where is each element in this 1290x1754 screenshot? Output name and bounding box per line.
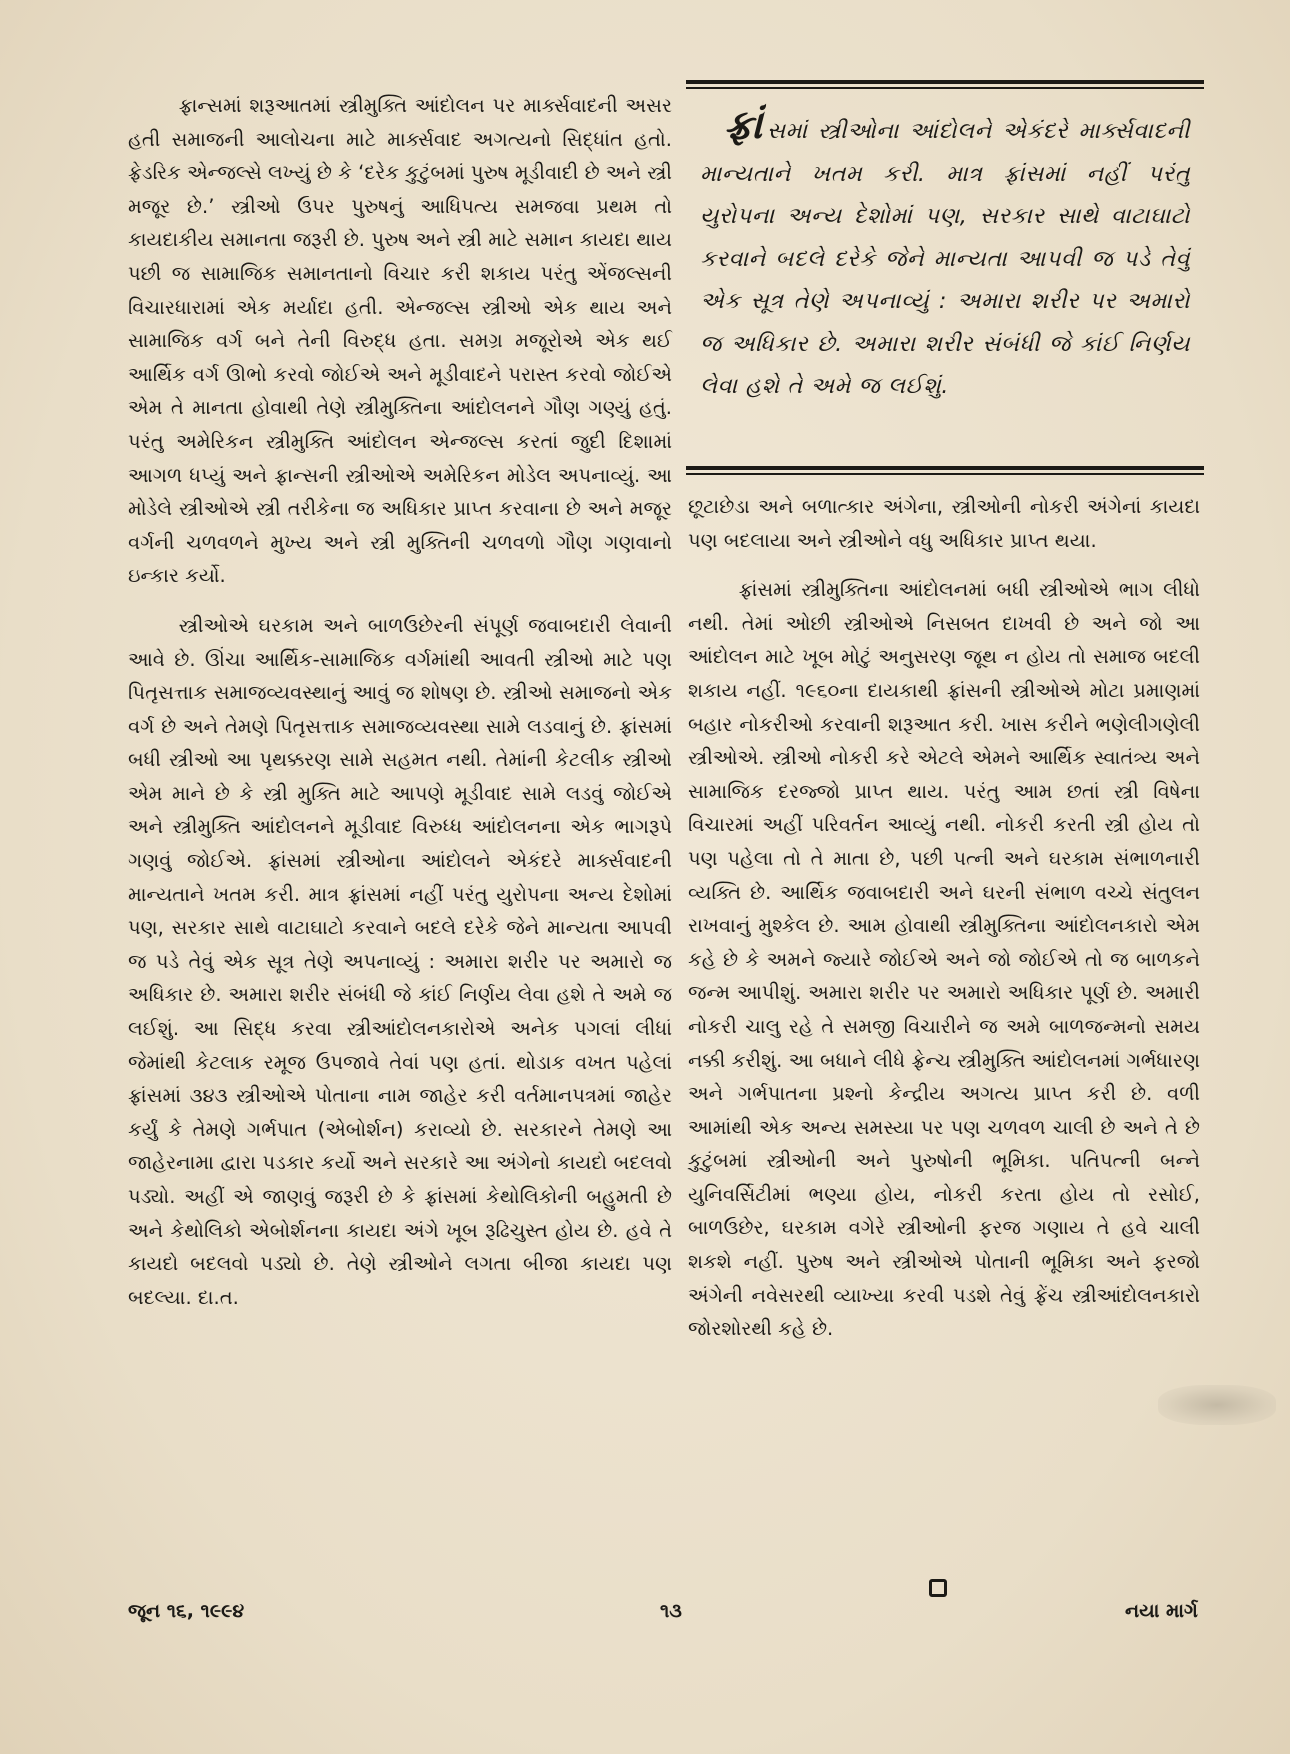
pullquote-top-rule: [686, 80, 1204, 89]
end-of-article-square-icon: [929, 1579, 947, 1597]
footer-date: જૂન ૧૬, ૧૯૯૪: [128, 1600, 245, 1622]
continuation-paragraph: છૂટાછેડા અને બળાત્કાર અંગેના, સ્ત્રીઓની નોકરી અંગેનાં કાયદા પણ બદલાયા અને સ્ત્રીઓને વધુ અધિકાર પ્રાપ્ત થયા.: [688, 495, 1200, 552]
footer-page-number: ૧૩: [660, 1600, 682, 1622]
pullquote-bottom-rule: [686, 466, 1204, 475]
right-column: [688, 490, 1200, 1346]
footer-magazine-name: નયા માર્ગ: [1125, 1600, 1198, 1622]
pullquote: [700, 102, 1190, 408]
left-column: [128, 89, 672, 1314]
paragraph: ફ્રાંસમાં સ્ત્રીમુક્તિના આંદોલનમાં બધી સ્ત્રીઓએ ભાગ લીધો નથી. તેમાં ઓછી સ્ત્રીઓએ નિસબત દાખવી છે અને જો આ આંદોલન માટે ખૂબ મોટું અનુસરણ જૂથ ન હોય તો સમાજ બદલી શકાય નહીં. ૧૯૬૦ના દાયકાથી ફ્રાંસની સ્ત્રીઓએ મોટા પ્રમાણમાં બહાર નોકરીઓ કરવાની શરૂઆત કરી. ખાસ કરીને ભણેલીગણેલી સ્ત્રીઓએ. સ્ત્રીઓ નોકરી કરે એટલે એમને આર્થિક સ્વાતંત્ર્ય અને સામાજિક દરજ્જો પ્રાપ્ત થાય. પરંતુ આમ છતાં સ્ત્રી વિષેના વિચારમાં અહીં પરિવર્તન આવ્યું નથી. નોકરી કરતી સ્ત્રી હોય તો પણ પહેલા તો તે માતા છે, પછી પત્ની અને ઘરકામ સંભાળનારી વ્યક્તિ છે. આર્થિક જવાબદારી અને ઘરની સંભાળ વચ્ચે સંતુલન રાખવાનું મુશ્કેલ છે. આમ હોવાથી સ્ત્રીમુક્તિના આંદોલનકારો એમ કહે છે કે અમને જ્યારે જોઈએ અને જો જોઈએ તો જ બાળકને જન્મ આપીશું. અમારા શરીર પર અમારો અધિકાર પૂર્ણ છે. અમારી નોકરી ચાલુ રહે તે સમજી વિચારીને જ અમે બાળજન્મનો સમય નક્કી કરીશું. આ બધાને લીધે ફ્રેન્ચ સ્ત્રીમુક્તિ આંદોલનમાં ગર્ભધારણ અને ગર્ભપાતના પ્રશ્નો કેન્દ્રીય અગત્ય પ્રાપ્ત કરી છે. વળી આમાંથી એક અન્ય સમસ્યા પર પણ ચળવળ ચાલી છે અને તે છે કુટુંબમાં સ્ત્રીઓની અને પુરુષોની ભૂમિકા. પતિપત્ની બન્ને યુનિવર્સિટીમાં ભણ્યા હોય, નોકરી કરતા હોય તો રસોઈ, બાળઉછેર, ઘરકામ વગેરે સ્ત્રીઓની ફરજ ગણાય તે હવે ચાલી શકશે નહીં. પુરુષ અને સ્ત્રીઓએ પોતાની ભૂમિકા અને ફરજો અંગેની નવેસરથી વ્યાખ્યા કરવી પડશે તેવું ફ્રેંચ સ્ત્રીઆંદોલનકારો જોરશોરથી કહે છે.: [688, 578, 1200, 1341]
paper-stain: [1158, 1385, 1276, 1425]
pullquote-dropcap: ફ્રાં: [724, 102, 763, 148]
paragraph: સ્ત્રીઓએ ઘરકામ અને બાળઉછેરની સંપૂર્ણ જવાબદારી લેવાની આવે છે. ઊંચા આર્થિક-સામાજિક વર્ગમાંથી આવતી સ્ત્રીઓ માટે પણ પિતૃસત્તાક સમાજવ્યવસ્થાનું આવું જ શોષણ છે. સ્ત્રીઓ સમાજનો એક વર્ગ છે અને તેમણે પિતૃસત્તાક સમાજવ્યવસ્થા સામે લડવાનું છે. ફ્રાંસમાં બધી સ્ત્રીઓ આ પૃથક્કરણ સામે સહમત નથી. તેમાંની કેટલીક સ્ત્રીઓ એમ માને છે કે સ્ત્રી મુક્તિ માટે આપણે મૂડીવાદ સામે લડવું જોઈએ અને સ્ત્રીમુક્તિ આંદોલનને મૂડીવાદ વિરુધ્ધ આંદોલનના એક ભાગરૂપે ગણવું જોઈએ. ફ્રાંસમાં સ્ત્રીઓના આંદોલને એકંદરે માર્ક્સવાદની માન્યતાને ખતમ કરી. માત્ર ફ્રાંસમાં નહીં પરંતુ યુરોપના અન્ય દેશોમાં પણ, સરકાર સાથે વાટાઘાટો કરવાને બદલે દરેકે જેને માન્યતા આપવી જ પડે તેવું એક સૂત્ર તેણે અપનાવ્યું : અમારા શરીર પર અમારો જ અધિકાર છે. અમારા શરીર સંબંધી જે કાંઈ નિર્ણય લેવા હશે તે અમે જ લઈશું. આ સિદ્ધ કરવા સ્ત્રીઆંદોલનકારોએ અનેક પગલાં લીધાં જેમાંથી કેટલાક રમૂજ ઉપજાવે તેવાં પણ હતાં. થોડાક વખત પહેલાં ફ્રાંસમાં ૩૪૩ સ્ત્રીઓએ પોતાના નામ જાહેર કરી વર્તમાનપત્રમાં જાહેર કર્યું કે તેમણે ગર્ભપાત (એબોર્શન) કરાવ્યો છે. સરકારને તેમણે આ જાહેરનામા દ્વારા પડકાર કર્યો અને સરકારે આ અંગેનો કાયદો બદલવો પડ્યો. અહીં એ જાણવું જરૂરી છે કે ફ્રાંસમાં કેથોલિકોની બહુમતી છે અને કેથોલિકો એબોર્શનના કાયદા અંગે ખૂબ રૂઢિચુસ્ત હોય છે. હવે તે કાયદો બદલવો પડ્યો છે. તેણે સ્ત્રીઓને લગતા બીજા કાયદા પણ બદલ્યા. દા.ત.: [128, 613, 672, 1309]
paragraph: ફ્રાન્સમાં શરૂઆતમાં સ્ત્રીમુક્તિ આંદોલન પર માર્ક્સવાદની અસર હતી સમાજની આલોચના માટે માર્ક્સવાદ અગત્યનો સિદ્ધાંત હતો. ફ્રેડરિક એન્જલ્સે લખ્યું છે કે ‘દરેક કુટુંબમાં પુરુષ મૂડીવાદી છે અને સ્ત્રી મજૂર છે.’ સ્ત્રીઓ ઉપર પુરુષનું આધિપત્ય સમજવા પ્રથમ તો કાયદાકીય સમાનતા જરૂરી છે. પુરુષ અને સ્ત્રી માટે સમાન કાયદા થાય પછી જ સામાજિક સમાનતાનો વિચાર કરી શકાય પરંતુ એંજલ્સની વિચારધારામાં એક મર્યાદા હતી. એન્જલ્સ સ્ત્રીઓ એક થાય અને સામાજિક વર્ગ બને તેની વિરુદ્ધ હતા. સમગ્ર મજૂરોએ એક થઈ આર્થિક વર્ગ ઊભો કરવો જોઈએ અને મૂડીવાદને પરાસ્ત કરવો જોઈએ એમ તે માનતા હોવાથી તેણે સ્ત્રીમુક્તિના આંદોલનને ગૌણ ગણ્યું હતું. પરંતુ અમેરિકન સ્ત્રીમુક્તિ આંદોલન એન્જલ્સ કરતાં જુદી દિશામાં આગળ ધપ્યું અને ફ્રાન્સની સ્ત્રીઓએ અમેરિકન મોડેલ અપનાવ્યું. આ મોડેલે સ્ત્રીઓએ સ્ત્રી તરીકેના જ અધિકાર પ્રાપ્ત કરવાના છે અને મજૂર વર્ગની ચળવળને મુખ્ય અને સ્ત્રી મુક્તિની ચળવળો ગૌણ ગણવાનો ઇન્કાર કર્યો.: [128, 94, 672, 588]
pullquote-text: સમાં સ્ત્રીઓના આંદોલને એકંદરે માર્ક્સવાદની માન્યતાને ખતમ કરી. માત્ર ફ્રાંસમાં નહીં પરંતુ યુરોપના અન્ય દેશોમાં પણ, સરકાર સાથે વાટાઘાટો કરવાને બદલે દરેકે જેને માન્યતા આપવી જ પડે તેવું એક સૂત્ર તેણે અપનાવ્યું : અમારા શરીર પર અમારો જ અધિકાર છે. અમારા શરીર સંબંધી જે કાંઈ નિર્ણય લેવા હશે તે અમે જ લઈશું.: [700, 118, 1190, 399]
